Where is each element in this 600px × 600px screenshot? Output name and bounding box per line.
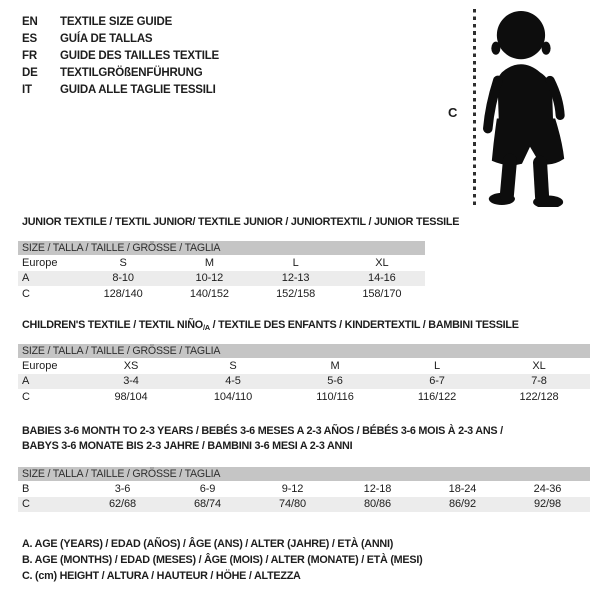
- height-cell: 158/170: [362, 287, 402, 300]
- lang-row-it: [22, 82, 219, 99]
- months-cell: 18-24: [448, 482, 477, 495]
- children-title-post: / TEXTILE DES ENFANTS / KINDERTEXTIL / BAMBINI TESSILE: [209, 319, 519, 331]
- lang-title: GUIDE DES TAILLES TEXTILE: [60, 49, 219, 62]
- height-cell: 62/68: [108, 498, 137, 511]
- footnote-height-cm: C. (cm) HEIGHT / ALTURA / HAUTEUR / HÖHE / ALTEZZA: [22, 570, 301, 583]
- size-cell: M: [204, 256, 214, 269]
- age-cell: 7-8: [531, 375, 547, 388]
- height-cell: 110/116: [316, 390, 354, 403]
- row-label: C: [22, 287, 30, 300]
- lang-row-de: [22, 65, 219, 82]
- table-row-height: [18, 286, 425, 302]
- babies-title-line1: BABIES 3-6 MONTH TO 2-3 YEARS / BEBÉS 3-6 MESES A 2-3 AÑOS / BÉBÉS 3-6 MOIS À 2-3 ANS /: [22, 425, 503, 437]
- table-row-age: [18, 374, 590, 390]
- height-dotted-line: [473, 9, 476, 207]
- row-label: A: [22, 272, 30, 285]
- junior-size-table: [18, 241, 425, 302]
- children-size-table: [18, 344, 590, 405]
- lang-title: GUÍA DE TALLAS: [60, 32, 153, 45]
- height-cell: 140/152: [189, 287, 229, 300]
- table-row-europe: [18, 255, 425, 271]
- legend-footnotes: [22, 536, 422, 585]
- height-cell: 116/122: [417, 390, 457, 403]
- table-row-age: [18, 271, 425, 287]
- height-cell: 128/140: [103, 287, 143, 300]
- size-header-bar: SIZE / TALLA / TAILLE / GRÖSSE / TAGLIA: [18, 467, 590, 481]
- lang-row-en: [22, 13, 219, 30]
- footnote-age-years: A. AGE (YEARS) / EDAD (AÑOS) / ÂGE (ANS) / ALTER (JAHRE) / ETÀ (ANNI): [22, 538, 394, 550]
- months-cell: 6-9: [199, 482, 216, 495]
- age-cell: 10-12: [195, 272, 224, 285]
- size-cell: XL: [375, 256, 389, 269]
- lang-row-es: [22, 30, 219, 47]
- lang-code: ES: [22, 32, 37, 45]
- babies-section-title: [22, 424, 582, 453]
- size-cell: XS: [123, 359, 139, 372]
- height-measure-label: C: [448, 105, 458, 120]
- toddler-silhouette-icon: [481, 10, 573, 207]
- months-cell: 9-12: [281, 482, 304, 495]
- height-cell: 80/86: [363, 498, 392, 511]
- table-row-europe: [18, 358, 590, 374]
- lang-code: EN: [22, 15, 38, 28]
- footnote-age-months: B. AGE (MONTHS) / EDAD (MESES) / ÂGE (MOIS) / ALTER (MONATE) / ETÀ (MESI): [22, 554, 423, 567]
- language-title-list: [22, 13, 219, 99]
- babies-title-line2: BABYS 3-6 MONATE BIS 2-3 JAHRE / BAMBINI 3-6 MESI A 2-3 ANNI: [22, 439, 353, 452]
- lang-code: IT: [22, 84, 32, 97]
- height-cell: 152/158: [276, 287, 316, 300]
- size-cell: S: [229, 359, 237, 372]
- size-cell: M: [330, 359, 340, 372]
- height-cell: 86/92: [448, 498, 477, 511]
- height-cell: 104/110: [213, 390, 253, 403]
- age-cell: 12-13: [281, 272, 310, 285]
- size-cell: L: [433, 359, 441, 372]
- age-cell: 4-5: [225, 375, 241, 388]
- height-cell: 92/98: [533, 498, 562, 511]
- children-title-sub: /A: [202, 323, 210, 332]
- height-cell: 98/104: [114, 390, 148, 403]
- lang-title: TEXTILE SIZE GUIDE: [60, 15, 173, 28]
- months-cell: 3-6: [114, 482, 131, 495]
- age-cell: 5-6: [327, 375, 343, 388]
- size-cell: XL: [532, 359, 546, 372]
- age-cell: 8-10: [112, 272, 134, 285]
- children-title-pre: CHILDREN'S TEXTILE / TEXTIL NIÑO: [22, 319, 203, 331]
- age-cell: 14-16: [368, 272, 396, 285]
- height-cell: 74/80: [278, 498, 307, 511]
- row-label: Europe: [22, 256, 58, 269]
- lang-code: DE: [22, 67, 38, 80]
- children-section-title: [22, 319, 519, 332]
- row-label: C: [22, 390, 30, 403]
- lang-row-fr: [22, 47, 219, 64]
- months-cell: 24-36: [533, 482, 562, 495]
- row-label: B: [22, 482, 30, 495]
- row-label: Europe: [22, 359, 58, 372]
- height-cell: 68/74: [193, 498, 222, 511]
- age-cell: 3-4: [123, 375, 139, 388]
- months-cell: 12-18: [363, 482, 392, 495]
- table-row-height: [18, 389, 590, 405]
- junior-section-title: JUNIOR TEXTILE / TEXTIL JUNIOR/ TEXTILE JUNIOR / JUNIORTEXTIL / JUNIOR TESSILE: [22, 216, 460, 228]
- lang-title: GUIDA ALLE TAGLIE TESSILI: [60, 84, 216, 97]
- size-header-bar: SIZE / TALLA / TAILLE / GRÖSSE / TAGLIA: [18, 241, 425, 255]
- table-row-height: [18, 497, 590, 513]
- height-cell: 122/128: [519, 390, 559, 403]
- lang-title: TEXTILGRÖßENFÜHRUNG: [60, 67, 203, 80]
- row-label: C: [22, 498, 30, 511]
- lang-code: FR: [22, 49, 37, 62]
- size-cell: S: [119, 256, 127, 269]
- size-cell: L: [292, 256, 299, 269]
- babies-size-table: [18, 467, 590, 512]
- table-row-months: [18, 481, 590, 497]
- size-header-bar: SIZE / TALLA / TAILLE / GRÖSSE / TAGLIA: [18, 344, 590, 358]
- age-cell: 6-7: [429, 375, 445, 388]
- row-label: A: [22, 375, 30, 388]
